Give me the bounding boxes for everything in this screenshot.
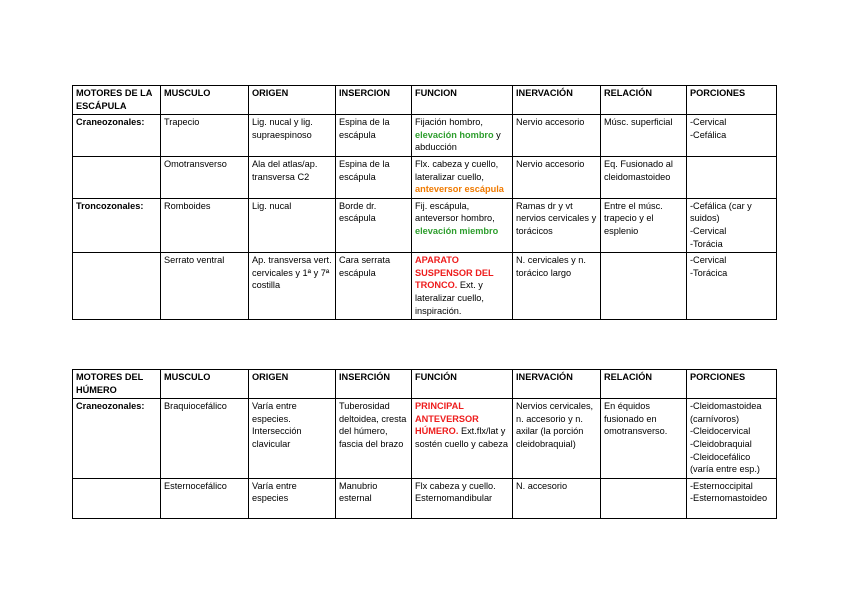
funcion-highlight: anteversor escápula [415, 184, 504, 195]
funcion-text-post: y abducción [415, 129, 501, 153]
porcion-item: -Cervical [690, 117, 727, 128]
header-cell: PORCIONES [687, 370, 777, 399]
header-cell: INERVACIÓN [513, 370, 601, 399]
porciones-cell [687, 198, 777, 252]
funcion-text: Fij. escápula, anteversor hombro, [415, 200, 495, 224]
relacion-cell: Eq. Fusionado al cleidomastoideo [601, 156, 687, 198]
inervacion-cell: Ramas dr y vt nervios cervicales y torácicos [513, 198, 601, 252]
funcion-highlight: PRINCIPAL ANTEVERSOR HÚMERO. [415, 401, 479, 437]
porciones-cell [687, 115, 777, 157]
header-cell: ORIGEN [249, 86, 336, 115]
header-cell: MOTORES DEL HÚMERO [73, 370, 161, 399]
funcion-highlight: elevación miembro [415, 225, 499, 236]
relacion-cell [601, 478, 687, 518]
relacion-cell: Entre el músc. trapecio y el esplenio [601, 198, 687, 252]
funcion-text: Fijación hombro, [415, 117, 483, 128]
header-row [73, 370, 777, 399]
insercion-cell: Espina de la escápula [336, 156, 412, 198]
header-cell: INERVACIÓN [513, 86, 601, 115]
insercion-cell: Tuberosidad deltoidea, cresta del húmero, fascia del brazo [336, 399, 412, 479]
porcion-item: -Cleidocervical [690, 426, 751, 437]
table-row [73, 253, 777, 320]
insercion-cell: Borde dr. escápula [336, 198, 412, 252]
porcion-item: -Cleidomastoidea (carnívoros) [690, 401, 762, 424]
header-cell: FUNCION [412, 86, 513, 115]
insercion-cell: Espina de la escápula [336, 115, 412, 157]
relacion-cell [601, 253, 687, 320]
porciones-cell [687, 478, 777, 518]
table-motores-escapula [72, 85, 777, 320]
funcion-cell [412, 115, 513, 157]
header-row [73, 86, 777, 115]
funcion-cell [412, 156, 513, 198]
inervacion-cell: Nervio accesorio [513, 115, 601, 157]
header-cell: INSERCION [336, 86, 412, 115]
header-cell: MUSCULO [161, 86, 249, 115]
funcion-text: Flx. cabeza y cuello, lateralizar cuello, [415, 158, 499, 182]
group-cell [73, 156, 161, 198]
header-cell: PORCIONES [687, 86, 777, 115]
porciones-cell [687, 156, 777, 198]
porcion-item: -Cervical [690, 255, 727, 266]
musculo-cell: Serrato ventral [161, 253, 249, 320]
porciones-cell [687, 253, 777, 320]
musculo-cell: Trapecio [161, 115, 249, 157]
origen-cell: Lig. nucal y lig. supraespinoso [249, 115, 336, 157]
table-row [73, 156, 777, 198]
porcion-item: -Cefálica [690, 129, 727, 140]
porcion-item: -Torácia [690, 238, 723, 249]
origen-cell: Varía entre especies [249, 478, 336, 518]
inervacion-cell: Nervios cervicales, n. accesorio y n. axilar (la porción cleidobraquial) [513, 399, 601, 479]
header-cell: MOTORES DE LA ESCÁPULA [73, 86, 161, 115]
table-row [73, 198, 777, 252]
musculo-cell: Romboides [161, 198, 249, 252]
porcion-item: -Esternomastoideo [690, 493, 768, 504]
group-cell: Craneozonales: [73, 399, 161, 479]
funcion-text-post: Ext. y lateralizar cuello, inspiración. [415, 280, 484, 316]
insercion-cell: Manubrio esternal [336, 478, 412, 518]
origen-cell: Ap. transversa vert. cervicales y 1ª y 7ª costilla [249, 253, 336, 320]
funcion-cell: Flx cabeza y cuello. Esternomandibular [412, 478, 513, 518]
group-cell: Craneozonales: [73, 115, 161, 157]
insercion-cell: Cara serrata escápula [336, 253, 412, 320]
funcion-cell [412, 399, 513, 479]
origen-cell: Varía entre especies. Intersección clavicular [249, 399, 336, 479]
inervacion-cell: N. accesorio [513, 478, 601, 518]
funcion-cell [412, 198, 513, 252]
porcion-item: -Torácica [690, 267, 728, 278]
group-cell [73, 478, 161, 518]
funcion-highlight: APARATO SUSPENSOR DEL TRONCO. [415, 255, 494, 291]
table-row [73, 399, 777, 479]
table-row [73, 115, 777, 157]
origen-cell: Lig. nucal [249, 198, 336, 252]
funcion-highlight: elevación hombro [415, 129, 494, 140]
header-cell: MUSCULO [161, 370, 249, 399]
porcion-item: -Cleidobraquial [690, 438, 752, 449]
relacion-cell: Músc. superficial [601, 115, 687, 157]
porcion-item: -Cervical [690, 225, 727, 236]
table-motores-humero [72, 369, 777, 519]
inervacion-cell: Nervio accesorio [513, 156, 601, 198]
musculo-cell: Omotransverso [161, 156, 249, 198]
header-cell: INSERCIÓN [336, 370, 412, 399]
porcion-item: -Cleidocefálico (varía entre esp.) [690, 451, 760, 475]
table-row [73, 478, 777, 518]
musculo-cell: Esternocefálico [161, 478, 249, 518]
group-cell [73, 253, 161, 320]
header-cell: RELACIÓN [601, 370, 687, 399]
funcion-cell [412, 253, 513, 320]
musculo-cell: Braquiocefálico [161, 399, 249, 479]
header-cell: ORIGEN [249, 370, 336, 399]
group-cell: Troncozonales: [73, 198, 161, 252]
porciones-cell [687, 399, 777, 479]
relacion-cell: En équidos fusionado en omotransverso. [601, 399, 687, 479]
header-cell: RELACIÓN [601, 86, 687, 115]
porcion-item: -Esternoccipital [690, 480, 753, 491]
inervacion-cell: N. cervicales y n. torácico largo [513, 253, 601, 320]
origen-cell: Ala del atlas/ap. transversa C2 [249, 156, 336, 198]
porcion-item: -Cefálica (car y suidos) [690, 200, 752, 224]
header-cell: FUNCIÓN [412, 370, 513, 399]
funcion-text-post: Ext.flx/lat y sostén cuello y cabeza [415, 426, 508, 449]
